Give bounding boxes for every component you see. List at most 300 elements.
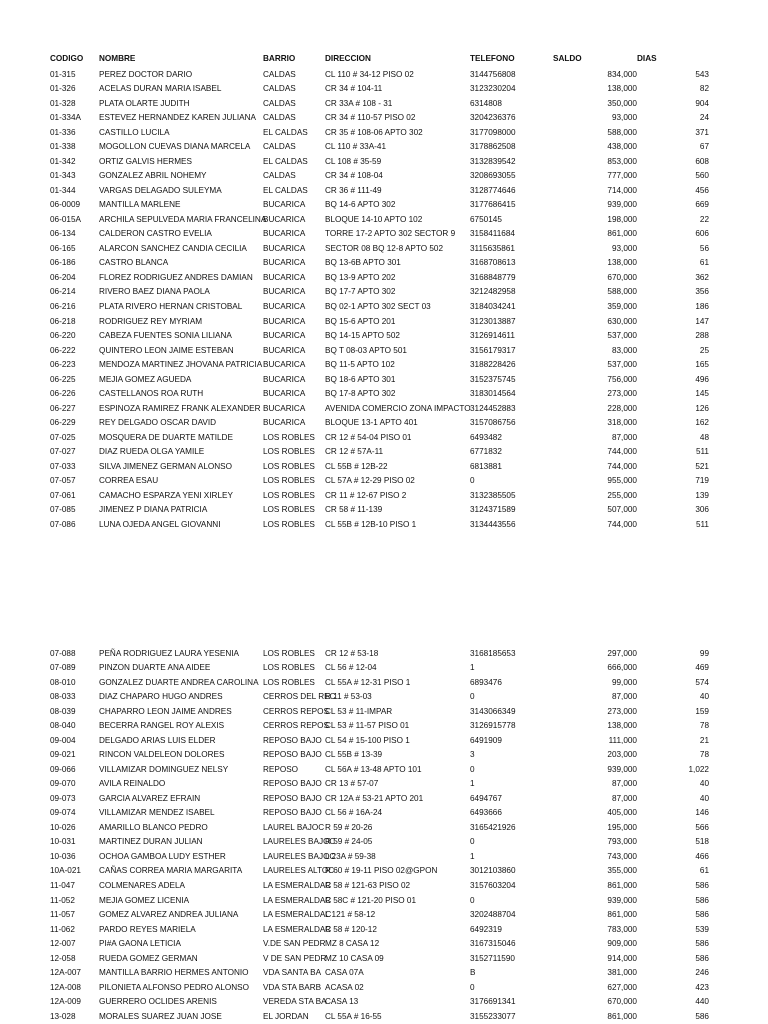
- cell-codigo: 07-088: [50, 648, 76, 658]
- table-row: [0, 690, 768, 705]
- cell-dias: 22: [699, 214, 709, 224]
- cell-direccion: CL 56A # 13-48 APTO 101: [325, 764, 422, 774]
- cell-direccion: CR 13 # 57-07: [325, 779, 379, 789]
- table-row: [0, 518, 768, 533]
- cell-direccion: CL 56 # 12-04: [325, 663, 377, 673]
- cell-nombre: MORALES SUAREZ JUAN JOSE: [99, 1011, 222, 1021]
- cell-saldo: 955,000: [607, 476, 637, 486]
- cell-nombre: OCHOA GAMBOA LUDY ESTHER: [99, 851, 226, 861]
- cell-codigo: 08-040: [50, 721, 76, 731]
- cell-barrio: LOS ROBLES: [263, 648, 315, 658]
- cell-saldo: 714,000: [607, 185, 637, 195]
- cell-codigo: 07-085: [50, 505, 76, 515]
- table-row: [0, 285, 768, 300]
- cell-dias: 56: [699, 243, 709, 253]
- cell-barrio: CALDAS: [263, 113, 296, 123]
- cell-nombre: LUNA OJEDA ANGEL GIOVANNI: [99, 519, 221, 529]
- cell-codigo: 10A-021: [50, 866, 81, 876]
- cell-saldo: 83,000: [611, 345, 637, 355]
- cell-codigo: 11-047: [50, 880, 75, 890]
- cell-dias: 21: [699, 735, 709, 745]
- cell-barrio: EL JORDAN: [263, 1011, 309, 1021]
- cell-saldo: 87,000: [611, 793, 637, 803]
- cell-nombre: VILLAMIZAR MENDEZ ISABEL: [99, 808, 215, 818]
- cell-nombre: RIVERO BAEZ DIANA PAOLA: [99, 287, 210, 297]
- cell-nombre: MOGOLLON CUEVAS DIANA MARCELA: [99, 142, 251, 152]
- cell-telefono: 6492319: [470, 924, 502, 934]
- cell-nombre: VARGAS DELAGADO SULEYMA: [99, 185, 222, 195]
- cell-codigo: 09-004: [50, 735, 76, 745]
- cell-telefono: 3123013887: [470, 316, 516, 326]
- cell-codigo: 07-027: [50, 447, 76, 457]
- cell-direccion: CR 33A # 108 - 31: [325, 98, 393, 108]
- cell-direccion: BQ 13-9 APTO 202: [325, 272, 396, 282]
- cell-dias: 61: [699, 258, 709, 268]
- cell-telefono: 6314808: [470, 98, 502, 108]
- cell-nombre: REY DELGADO OSCAR DAVID: [99, 418, 217, 428]
- cell-telefono: 6494767: [470, 793, 502, 803]
- cell-codigo: 07-057: [50, 476, 76, 486]
- cell-nombre: AVILA REINALDO: [99, 779, 166, 789]
- cell-codigo: 06-225: [50, 374, 76, 384]
- table-row: [0, 503, 768, 518]
- cell-dias: 606: [695, 229, 709, 239]
- cell-telefono: 0: [470, 895, 475, 905]
- cell-barrio: EL CALDAS: [263, 185, 308, 195]
- cell-barrio: CALDAS: [263, 171, 296, 181]
- cell-saldo: 138,000: [607, 721, 637, 731]
- cell-codigo: 07-025: [50, 432, 76, 442]
- cell-dias: 586: [695, 1011, 709, 1021]
- cell-saldo: 381,000: [607, 968, 637, 978]
- cell-telefono: 1: [470, 663, 475, 673]
- cell-telefono: 3177686415: [470, 200, 516, 210]
- cell-nombre: CAMACHO ESPARZA YENI XIRLEY: [99, 490, 233, 500]
- cell-saldo: 588,000: [607, 127, 637, 137]
- cell-saldo: 537,000: [607, 331, 637, 341]
- table-row: [0, 748, 768, 763]
- cell-codigo: 01-342: [50, 156, 76, 166]
- cell-saldo: 588,000: [607, 287, 637, 297]
- header-dias: DIAS: [637, 54, 657, 63]
- cell-codigo: 06-226: [50, 389, 76, 399]
- cell-codigo: 11-062: [50, 924, 75, 934]
- cell-telefono: 3132839542: [470, 156, 516, 166]
- cell-saldo: 203,000: [607, 750, 637, 760]
- cell-nombre: PILONIETA ALFONSO PEDRO ALONSO: [99, 982, 249, 992]
- cell-barrio: BUCARICA: [263, 287, 306, 297]
- cell-direccion: R 58C # 121-20 PISO 01: [325, 895, 417, 905]
- cell-nombre: ACELAS DURAN MARIA ISABEL: [99, 84, 222, 94]
- cell-codigo: 10-031: [50, 837, 76, 847]
- cell-saldo: 138,000: [607, 84, 637, 94]
- cell-nombre: MENDOZA MARTINEZ JHOVANA PATRICIA: [99, 360, 263, 370]
- table-row: [0, 835, 768, 850]
- cell-direccion: SECTOR 08 BQ 12-8 APTO 502: [325, 243, 444, 253]
- cell-direccion: BQ 11-5 APTO 102: [325, 360, 395, 370]
- cell-saldo: 87,000: [611, 779, 637, 789]
- table-row: [0, 734, 768, 749]
- cell-codigo: 11-052: [50, 895, 75, 905]
- cell-direccion: CL 110 # 34-12 PISO 02: [325, 69, 414, 79]
- table-row: [0, 460, 768, 475]
- cell-nombre: QUINTERO LEON JAIME ESTEBAN: [99, 345, 234, 355]
- cell-telefono: 3155233077: [470, 1011, 516, 1021]
- table-row: [0, 981, 768, 996]
- cell-barrio: CERROS REPOS: [263, 721, 329, 731]
- cell-saldo: 670,000: [607, 272, 637, 282]
- cell-nombre: PI#A GAONA LETICIA: [99, 939, 181, 949]
- cell-direccion: CL 54 # 15-100 PISO 1: [325, 735, 410, 745]
- cell-saldo: 630,000: [607, 316, 637, 326]
- table-row: [0, 777, 768, 792]
- cell-nombre: GOMEZ ALVAREZ ANDREA JULIANA: [99, 910, 239, 920]
- cell-direccion: BQ 02-1 APTO 302 SECT 03: [325, 301, 431, 311]
- cell-nombre: PEREZ DOCTOR DARIO: [99, 69, 193, 79]
- cell-codigo: 06-015A: [50, 214, 81, 224]
- cell-nombre: MOSQUERA DE DUARTE MATILDE: [99, 432, 233, 442]
- table-row: [0, 373, 768, 388]
- cell-direccion: R 59 # 20-26: [325, 822, 373, 832]
- cell-direccion: TORRE 17-2 APTO 302 SECTOR 9: [325, 229, 456, 239]
- cell-barrio: VEREDA STA BA: [263, 997, 327, 1007]
- cell-dias: 566: [695, 822, 709, 832]
- cell-saldo: 350,000: [607, 98, 637, 108]
- cell-saldo: 909,000: [607, 939, 637, 949]
- cell-dias: 466: [695, 851, 709, 861]
- cell-codigo: 06-216: [50, 301, 76, 311]
- table-row: [0, 82, 768, 97]
- cell-dias: 40: [699, 692, 709, 702]
- cell-telefono: 3128774646: [470, 185, 516, 195]
- cell-barrio: BUCARICA: [263, 331, 306, 341]
- cell-direccion: CASA 13: [325, 997, 359, 1007]
- cell-nombre: CASTRO BLANCA: [99, 258, 169, 268]
- cell-nombre: CHAPARRO LEON JAIME ANDRES: [99, 706, 232, 716]
- cell-barrio: LOS ROBLES: [263, 476, 315, 486]
- cell-direccion: R 58 # 120-12: [325, 924, 377, 934]
- cell-telefono: 3126915778: [470, 721, 516, 731]
- cell-barrio: LAUREL BAJOC: [263, 822, 325, 832]
- cell-nombre: COLMENARES ADELA: [99, 880, 185, 890]
- cell-barrio: LAURELES ALTOC: [263, 866, 335, 876]
- cell-barrio: LOS ROBLES: [263, 461, 315, 471]
- cell-nombre: PLATA OLARTE JUDITH: [99, 98, 190, 108]
- cell-barrio: LA ESMERALDAC: [263, 924, 332, 934]
- cell-saldo: 111,000: [608, 735, 637, 745]
- table-row: [0, 213, 768, 228]
- cell-direccion: BQ 17-8 APTO 302: [325, 389, 396, 399]
- cell-dias: 586: [695, 910, 709, 920]
- cell-direccion: CL 55A # 12-31 PISO 1: [325, 677, 411, 687]
- cell-direccion: CL 55A # 16-55: [325, 1011, 382, 1021]
- table-row: [0, 952, 768, 967]
- cell-barrio: BUCARICA: [263, 316, 306, 326]
- cell-saldo: 939,000: [607, 895, 637, 905]
- cell-barrio: REPOSO BAJO: [263, 793, 322, 803]
- cell-barrio: EL CALDAS: [263, 127, 308, 137]
- cell-codigo: 09-074: [50, 808, 76, 818]
- cell-direccion: AVENIDA COMERCIO ZONA IMPACTO: [325, 403, 471, 413]
- table-row: [0, 705, 768, 720]
- cell-codigo: 06-229: [50, 418, 76, 428]
- cell-saldo: 666,000: [607, 663, 637, 673]
- cell-nombre: MARTINEZ DURAN JULIAN: [99, 837, 203, 847]
- table-row: [0, 647, 768, 662]
- table-row: [0, 763, 768, 778]
- table-row: [0, 416, 768, 431]
- cell-direccion: MZ 10 CASA 09: [325, 953, 384, 963]
- cell-barrio: REPOSO BAJO: [263, 735, 322, 745]
- cell-telefono: 3188228426: [470, 360, 516, 370]
- cell-codigo: 01-344: [50, 185, 76, 195]
- cell-barrio: BUCARICA: [263, 403, 306, 413]
- cell-direccion: CR 58 # 11-139: [325, 505, 383, 515]
- cell-codigo: 06-165: [50, 243, 76, 253]
- cell-telefono: 3202488704: [470, 910, 516, 920]
- cell-barrio: LOS ROBLES: [263, 490, 315, 500]
- cell-dias: 356: [695, 287, 709, 297]
- cell-barrio: LOS ROBLES: [263, 432, 315, 442]
- cell-barrio: BUCARICA: [263, 258, 306, 268]
- cell-nombre: AMARILLO BLANCO PEDRO: [99, 822, 208, 832]
- cell-saldo: 537,000: [607, 360, 637, 370]
- cell-codigo: 06-222: [50, 345, 76, 355]
- cell-saldo: 195,000: [607, 822, 637, 832]
- cell-dias: 560: [695, 171, 709, 181]
- table-row: [0, 676, 768, 691]
- cell-dias: 145: [695, 389, 709, 399]
- cell-dias: 67: [699, 142, 709, 152]
- cell-saldo: 297,000: [607, 648, 637, 658]
- table-row: [0, 792, 768, 807]
- cell-nombre: BECERRA RANGEL ROY ALEXIS: [99, 721, 225, 731]
- cell-dias: 40: [699, 793, 709, 803]
- cell-dias: 586: [695, 880, 709, 890]
- cell-saldo: 744,000: [607, 447, 637, 457]
- cell-saldo: 627,000: [607, 982, 637, 992]
- cell-barrio: BUCARICA: [263, 243, 306, 253]
- cell-telefono: 1: [470, 851, 475, 861]
- cell-dias: 78: [699, 721, 709, 731]
- cell-codigo: 06-220: [50, 331, 76, 341]
- cell-codigo: 06-223: [50, 360, 76, 370]
- cell-saldo: 438,000: [607, 142, 637, 152]
- cell-dias: 539: [695, 924, 709, 934]
- cell-direccion: BQ 15-6 APTO 201: [325, 316, 396, 326]
- cell-codigo: 12-007: [50, 939, 76, 949]
- cell-telefono: 3184034241: [470, 301, 516, 311]
- cell-nombre: GONZALEZ ABRIL NOHEMY: [99, 171, 207, 181]
- cell-saldo: 670,000: [607, 997, 637, 1007]
- header-barrio: BARRIO: [263, 54, 296, 63]
- cell-nombre: MANTILLA MARLENE: [99, 200, 181, 210]
- cell-nombre: JIMENEZ P DIANA PATRICIA: [99, 505, 208, 515]
- cell-nombre: PEÑA RODRIGUEZ LAURA YESENIA: [99, 648, 239, 658]
- cell-codigo: 10-026: [50, 822, 76, 832]
- table-row: [0, 97, 768, 112]
- cell-codigo: 07-089: [50, 663, 76, 673]
- cell-telefono: 3124371589: [470, 505, 516, 515]
- cell-dias: 511: [695, 519, 709, 529]
- cell-nombre: DIAZ CHAPARO HUGO ANDRES: [99, 692, 223, 702]
- cell-nombre: CORREA ESAU: [99, 476, 159, 486]
- cell-direccion: BQ 14-15 APTO 502: [325, 331, 400, 341]
- table-row: [0, 169, 768, 184]
- cell-nombre: RUEDA GOMEZ GERMAN: [99, 953, 198, 963]
- cell-telefono: 3168185653: [470, 648, 516, 658]
- table-row: [0, 864, 768, 879]
- cell-dias: 25: [699, 345, 709, 355]
- cell-direccion: ACASA 02: [325, 982, 364, 992]
- cell-codigo: 01-336: [50, 127, 76, 137]
- cell-direccion: BLOQUE 13-1 APTO 401: [325, 418, 418, 428]
- cell-barrio: BUCARICA: [263, 374, 306, 384]
- cell-dias: 40: [699, 779, 709, 789]
- cell-saldo: 744,000: [607, 519, 637, 529]
- cell-telefono: 3212482958: [470, 287, 516, 297]
- cell-barrio: CALDAS: [263, 98, 296, 108]
- cell-direccion: BQ 14-6 APTO 302: [325, 200, 396, 210]
- cell-saldo: 405,000: [607, 808, 637, 818]
- table-row: [0, 300, 768, 315]
- cell-direccion: L 121 # 58-12: [325, 910, 376, 920]
- cell-codigo: 08-033: [50, 692, 76, 702]
- cell-nombre: CABEZA FUENTES SONIA LILIANA: [99, 331, 232, 341]
- cell-codigo: 12A-008: [50, 982, 81, 992]
- cell-saldo: 939,000: [607, 200, 637, 210]
- cell-nombre: PINZON DUARTE ANA AIDEE: [99, 663, 211, 673]
- header-direccion: DIRECCION: [325, 54, 371, 63]
- cell-codigo: 01-326: [50, 84, 76, 94]
- cell-telefono: 3152375745: [470, 374, 516, 384]
- header-codigo: CODIGO: [50, 54, 84, 63]
- cell-nombre: DELGADO ARIAS LUIS ELDER: [99, 735, 216, 745]
- cell-nombre: PARDO REYES MARIELA: [99, 924, 196, 934]
- cell-barrio: BUCARICA: [263, 229, 306, 239]
- cell-dias: 186: [695, 301, 709, 311]
- cell-saldo: 783,000: [607, 924, 637, 934]
- cell-saldo: 228,000: [607, 403, 637, 413]
- cell-direccion: CL 53 # 11-IMPAR: [325, 706, 393, 716]
- cell-codigo: 08-010: [50, 677, 76, 687]
- table-row: [0, 995, 768, 1010]
- cell-barrio: CERROS DEL REC: [263, 692, 336, 702]
- cell-telefono: 6491909: [470, 735, 502, 745]
- cell-telefono: 3208693055: [470, 171, 516, 181]
- cell-saldo: 743,000: [607, 851, 637, 861]
- cell-dias: 246: [695, 968, 709, 978]
- cell-telefono: 3158411684: [470, 229, 515, 239]
- cell-dias: 456: [695, 185, 709, 195]
- cell-dias: 511: [695, 447, 709, 457]
- cell-saldo: 861,000: [607, 880, 637, 890]
- cell-direccion: CR 34 # 104-11: [325, 84, 383, 94]
- cell-barrio: BUCARICA: [263, 360, 306, 370]
- cell-dias: 24: [699, 113, 709, 123]
- cell-direccion: CL 57A # 12-29 PISO 02: [325, 476, 415, 486]
- cell-telefono: 3124452883: [470, 403, 516, 413]
- cell-saldo: 198,000: [607, 214, 637, 224]
- cell-telefono: 3168708613: [470, 258, 516, 268]
- cell-direccion: CR 12 # 54-04 PISO 01: [325, 432, 412, 442]
- cell-barrio: EL CALDAS: [263, 156, 308, 166]
- table-row: [0, 227, 768, 242]
- cell-codigo: 12A-009: [50, 997, 81, 1007]
- cell-telefono: 0: [470, 837, 475, 847]
- table-row: [0, 445, 768, 460]
- cell-codigo: 09-070: [50, 779, 76, 789]
- cell-nombre: DIAZ RUEDA OLGA YAMILE: [99, 447, 205, 457]
- cell-dias: 904: [695, 98, 709, 108]
- cell-barrio: V DE SAN PEDR: [263, 953, 327, 963]
- cell-nombre: GUERRERO OCLIDES ARENIS: [99, 997, 217, 1007]
- cell-saldo: 939,000: [607, 764, 637, 774]
- table-row: [0, 329, 768, 344]
- cell-telefono: 3157086756: [470, 418, 516, 428]
- cell-saldo: 834,000: [607, 69, 637, 79]
- cell-nombre: ARCHILA SEPULVEDA MARIA FRANCELINA: [99, 214, 267, 224]
- cell-codigo: 08-039: [50, 706, 76, 716]
- cell-nombre: SILVA JIMENEZ GERMAN ALONSO: [99, 461, 232, 471]
- cell-direccion: R 11 # 53-03: [325, 692, 372, 702]
- cell-telefono: 3204236376: [470, 113, 516, 123]
- cell-barrio: BUCARICA: [263, 389, 306, 399]
- header-row: [0, 52, 768, 67]
- cell-dias: 99: [699, 648, 709, 658]
- cell-nombre: CASTILLO LUCILA: [99, 127, 170, 137]
- cell-dias: 1,022: [688, 764, 709, 774]
- cell-barrio: LAURELES BAJOC: [263, 837, 336, 847]
- cell-direccion: BLOQUE 14-10 APTO 102: [325, 214, 423, 224]
- cell-direccion: CR 12 # 53-18: [325, 648, 379, 658]
- cell-nombre: PLATA RIVERO HERNAN CRISTOBAL: [99, 301, 243, 311]
- cell-telefono: 3132385505: [470, 490, 516, 500]
- cell-telefono: 6493482: [470, 432, 502, 442]
- cell-dias: 147: [695, 316, 709, 326]
- cell-barrio: LOS ROBLES: [263, 663, 315, 673]
- cell-dias: 162: [695, 418, 709, 428]
- cell-barrio: LOS ROBLES: [263, 519, 315, 529]
- cell-dias: 608: [695, 156, 709, 166]
- cell-barrio: LAURELES BAJOC: [263, 851, 336, 861]
- cell-direccion: BQ 17-7 APTO 302: [325, 287, 396, 297]
- table-row: [0, 358, 768, 373]
- cell-telefono: 6493666: [470, 808, 502, 818]
- cell-direccion: BQ T 08-03 APTO 501: [325, 345, 407, 355]
- cell-telefono: 3144756808: [470, 69, 516, 79]
- cell-dias: 146: [695, 808, 709, 818]
- header-telefono: TELEFONO: [470, 54, 515, 63]
- cell-direccion: R 60 # 19-11 PISO 02@GPON: [325, 866, 438, 876]
- cell-dias: 586: [695, 939, 709, 949]
- cell-barrio: LOS ROBLES: [263, 505, 315, 515]
- cell-dias: 362: [695, 272, 709, 282]
- cell-barrio: BUCARICA: [263, 418, 306, 428]
- table-row: [0, 140, 768, 155]
- cell-dias: 61: [699, 866, 709, 876]
- cell-dias: 78: [699, 750, 709, 760]
- cell-direccion: CL 56 # 16A-24: [325, 808, 383, 818]
- cell-codigo: 06-218: [50, 316, 76, 326]
- cell-saldo: 93,000: [611, 243, 637, 253]
- table-row: [0, 402, 768, 417]
- cell-codigo: 09-021: [50, 750, 76, 760]
- cell-direccion: CL 55B # 12B-10 PISO 1: [325, 519, 417, 529]
- table-row: [0, 198, 768, 213]
- cell-codigo: 11-057: [50, 910, 75, 920]
- cell-nombre: CALDERON CASTRO EVELIA: [99, 229, 212, 239]
